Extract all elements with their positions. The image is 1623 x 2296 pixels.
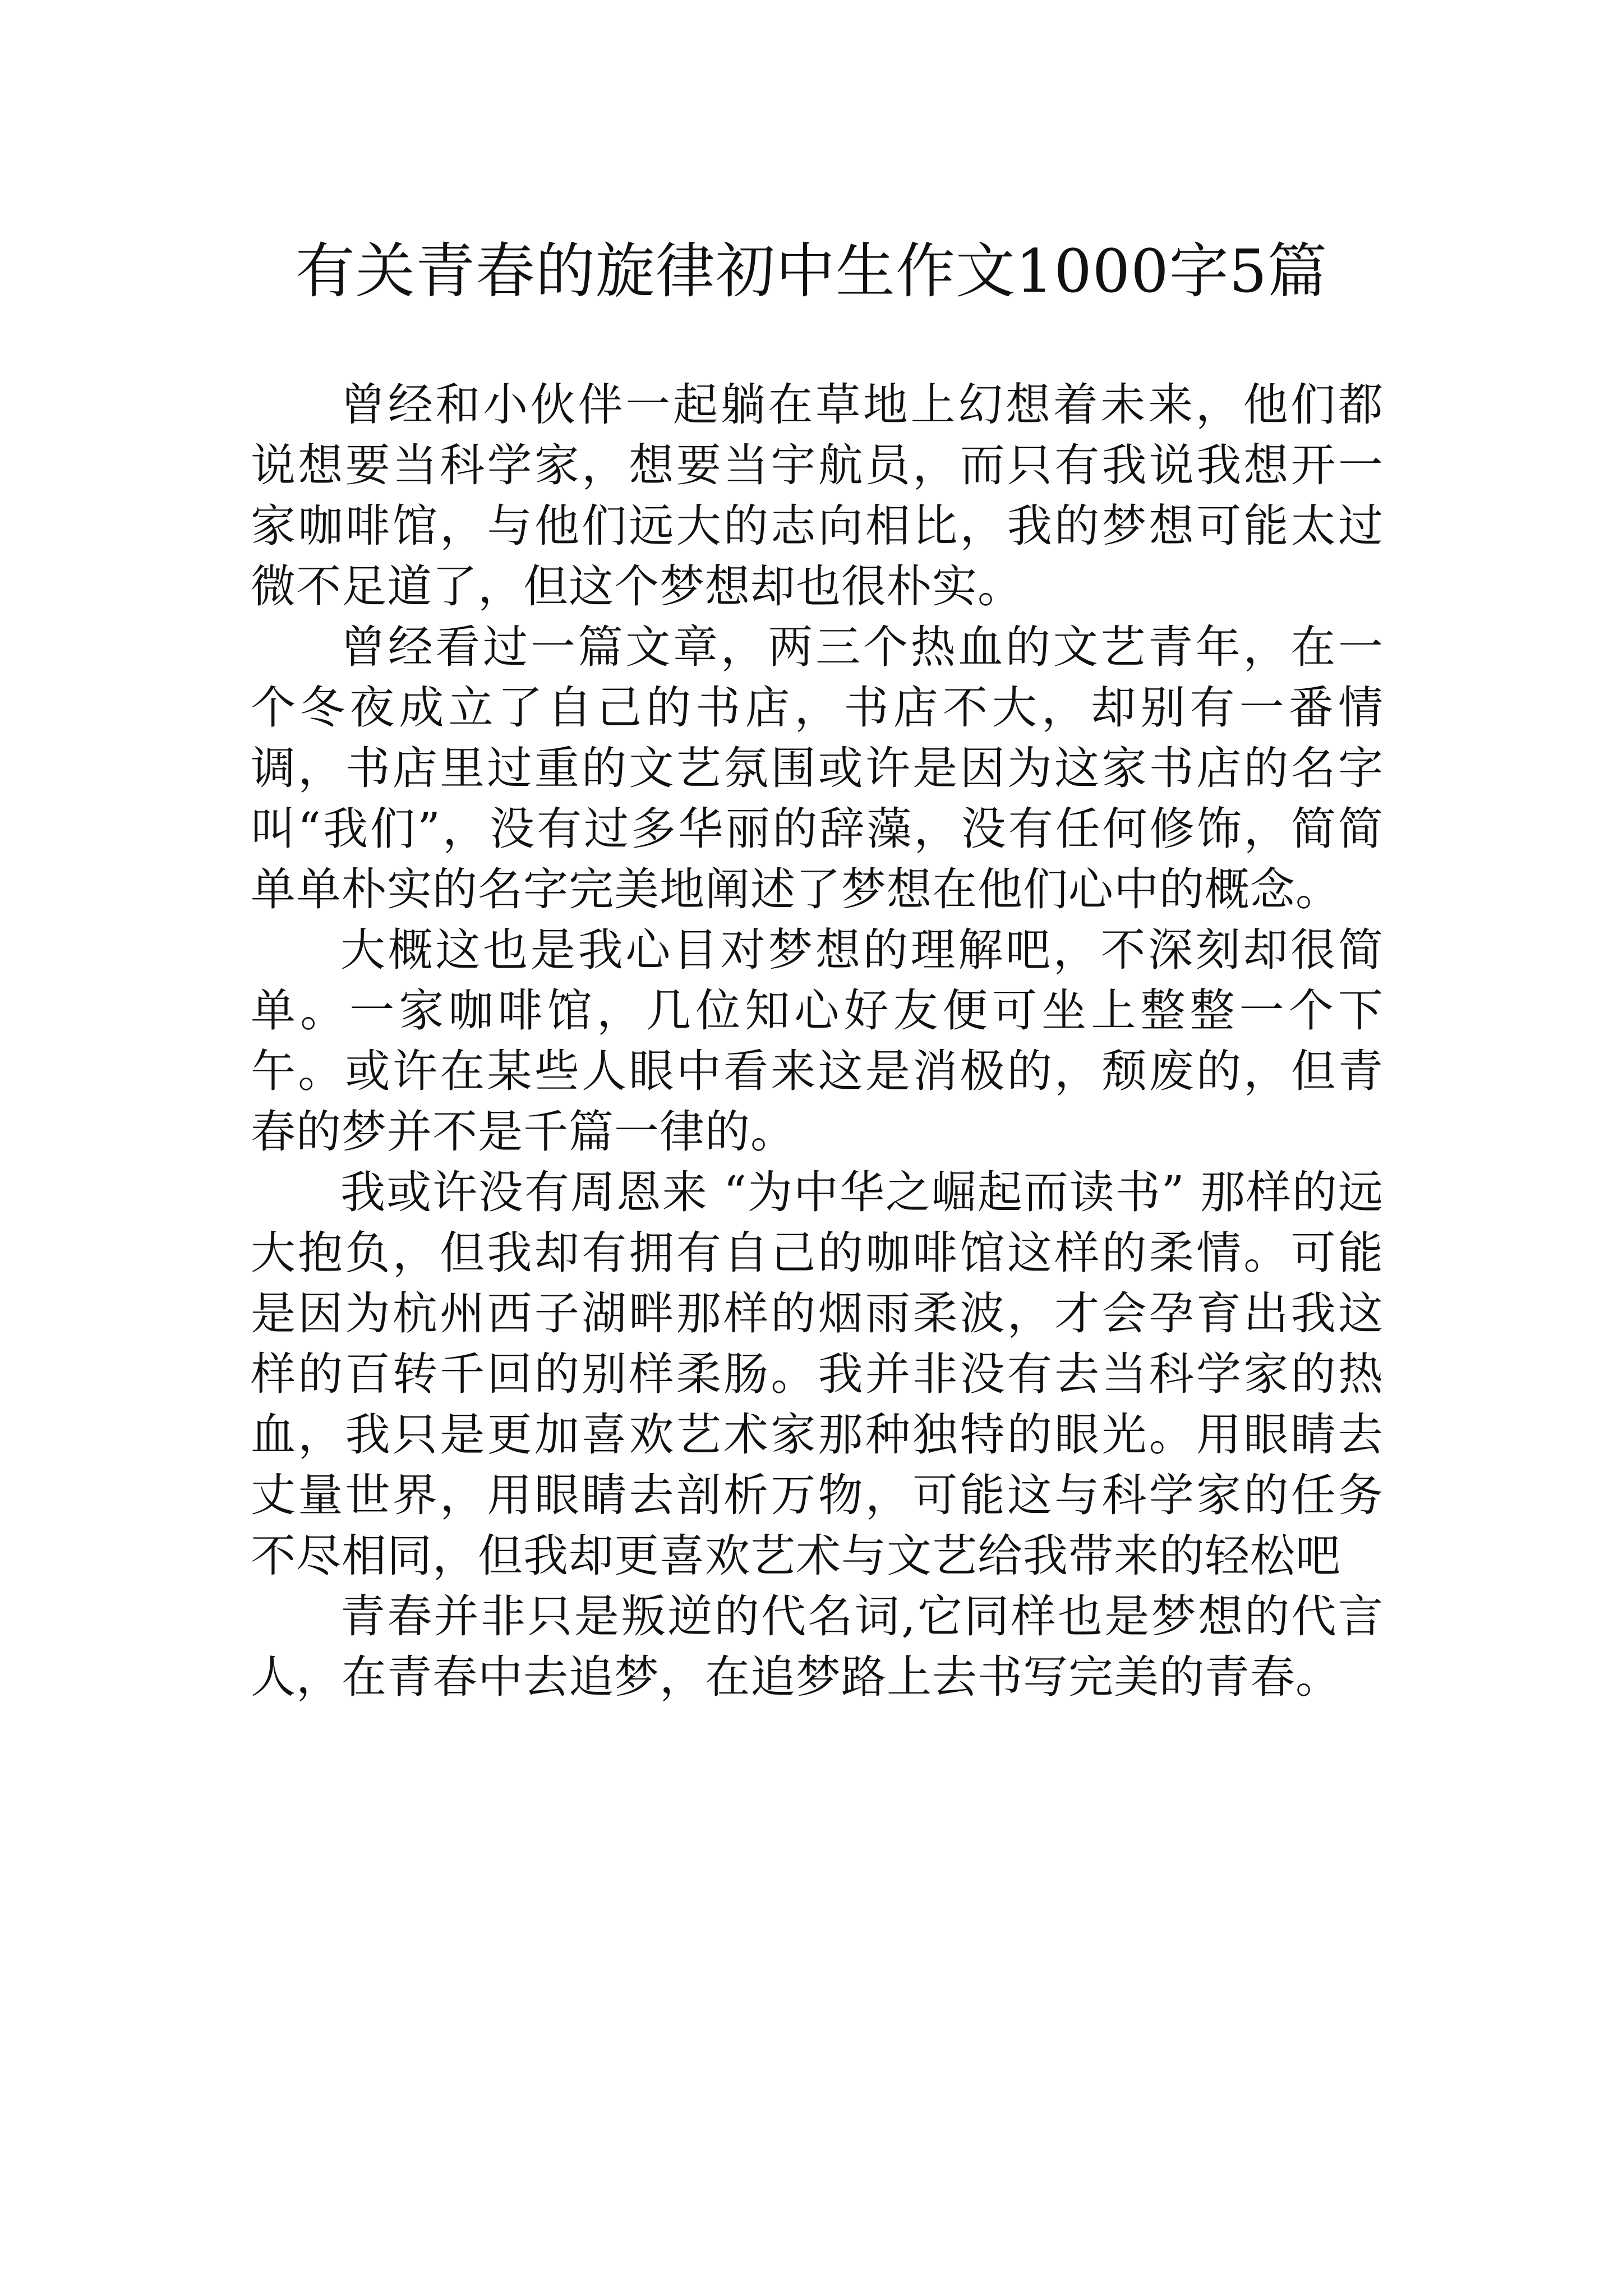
paragraph-1: 曾经和小伙伴一起躺在草地上幻想着未来，他们都说想要当科学家，想要当宇航员，而只有我说我想开一家咖啡馆，与他们远大的志向相比，我的梦想可能太过微不足道了，但这个梦想却也很朴实。 (251, 379, 1384, 613)
document-title: 有关青春的旋律初中生作文1000字5篇 (295, 237, 1328, 306)
paragraph-4: 我或许没有周恩来 “为中华之崛起而读书” 那样的远大抱负，但我却有拥有自己的咖啡馆这样的柔情。可能是因为杭州西子湖畔那样的烟雨柔波，才会孕育出我这样的百转千回的别样柔肠。我并非没有去当科学家的热血，我只是更加喜欢艺术家那种独特的眼光。用眼睛去丈量世界，用眼睛去剖析万物，可能这与科学家的任务不尽相同，但我却更喜欢艺术与文艺给我带来的轻松吧 (251, 1166, 1384, 1582)
paragraph-3: 大概这也是我心目对梦想的理解吧，不深刻却很简单。一家咖啡馆，几位知心好友便可坐上整整一个下午。或许在某些人眼中看来这是消极的，颓废的，但青春的梦并不是千篇一律的。 (251, 924, 1384, 1158)
paragraph-2: 曾经看过一篇文章，两三个热血的文艺青年，在一个冬夜成立了自己的书店，书店不大，却别有一番情调，书店里过重的文艺氛围或许是因为这家书店的名字叫“我们”，没有过多华丽的辞藻，没有任何修饰，简简单单朴实的名字完美地阐述了梦想在他们心中的概念。 (251, 621, 1384, 915)
paragraph-5: 青春并非只是叛逆的代名词,它同样也是梦想的代言人，在青春中去追梦，在追梦路上去书写完美的青春。 (251, 1590, 1384, 1703)
document-body (251, 375, 1384, 1708)
